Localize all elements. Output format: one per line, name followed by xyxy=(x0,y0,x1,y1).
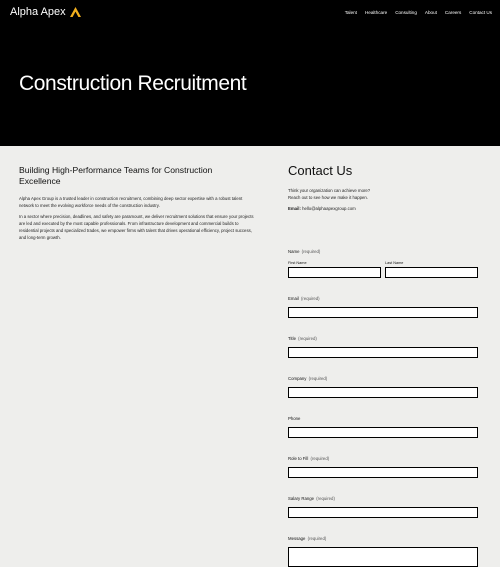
role-label-text: Role to Fill xyxy=(288,456,309,461)
phone-field-group xyxy=(288,407,478,438)
role-field-group xyxy=(288,447,478,478)
hero-banner xyxy=(0,0,500,146)
salary-label-text: Salary Range xyxy=(288,496,315,501)
required-marker: (required) xyxy=(300,296,320,301)
contact-section xyxy=(288,163,478,211)
nav-talent[interactable]: Talent xyxy=(344,10,357,15)
email-link[interactable]: hello@alphaapexgroup.com xyxy=(302,206,356,212)
required-marker: (required) xyxy=(298,336,317,341)
section-heading: Building High-Performance Teams for Construction Excellence xyxy=(19,165,213,186)
first-name-input[interactable] xyxy=(288,267,381,278)
email-label: Email: xyxy=(288,206,301,212)
title-label xyxy=(288,336,317,341)
phone-input[interactable] xyxy=(288,427,478,438)
message-field-group xyxy=(288,527,478,567)
intro-section xyxy=(19,165,254,246)
title-input[interactable] xyxy=(288,347,478,358)
email-field-label-text: Email xyxy=(288,296,299,301)
intro-paragraph: Alpha Apex Group is a trusted leader in construction recruitment, combining deep sector expertise with a robust talent network to meet the evolving workforce needs of the construction industry. xyxy=(19,196,243,208)
role-label xyxy=(288,456,329,461)
brand-logo[interactable] xyxy=(10,6,81,18)
name-field-group xyxy=(288,240,478,278)
contact-heading: Contact Us xyxy=(288,163,353,178)
phone-label: Phone xyxy=(288,416,301,421)
message-textarea[interactable] xyxy=(288,547,478,567)
brand-name: Alpha Apex xyxy=(10,6,66,18)
required-marker: (required) xyxy=(316,496,335,501)
nav-consulting[interactable]: Consulting xyxy=(395,10,417,15)
message-label-text: Message xyxy=(288,536,306,541)
company-input[interactable] xyxy=(288,387,478,398)
role-input[interactable] xyxy=(288,467,478,478)
salary-field-group xyxy=(288,487,478,518)
title-label-text: Title xyxy=(288,336,296,341)
page-title: Construction Recruitment xyxy=(19,72,247,95)
required-marker: (required) xyxy=(310,456,330,461)
message-label xyxy=(288,536,326,541)
main-nav xyxy=(345,10,492,15)
name-label xyxy=(288,249,320,254)
company-field-group xyxy=(288,367,478,398)
salary-input[interactable] xyxy=(288,507,478,518)
email-field-group xyxy=(288,287,478,318)
company-label xyxy=(288,376,327,381)
nav-contact-us[interactable]: Contact Us xyxy=(469,10,492,15)
company-label-text: Company xyxy=(288,376,307,381)
salary-label xyxy=(288,496,335,501)
contact-intro-line-2: Reach out to see how we make it happen. xyxy=(288,194,369,200)
required-marker: (required) xyxy=(307,536,327,541)
first-name-label: First Name xyxy=(288,261,307,265)
last-name-input[interactable] xyxy=(385,267,478,278)
nav-about[interactable]: About xyxy=(424,10,437,15)
name-label-text: Name xyxy=(288,249,300,254)
required-marker: (required) xyxy=(308,376,328,381)
detail-paragraph: In a sector where precision, deadlines, and safety are paramount, we deliver recruitment solutions that ensure your projects are led and executed by the most capable professionals. From infrastructure development and commercial builds to residential projects and specialized trades, we empower firms with talent that drives operational efficiency, project success, and long-term growth. xyxy=(19,214,254,240)
email-field-label xyxy=(288,296,320,301)
email-input[interactable] xyxy=(288,307,478,318)
contact-intro-line-1: Think your organization can achieve more? xyxy=(288,188,371,193)
triangle-logo-icon xyxy=(70,7,81,17)
nav-healthcare[interactable]: Healthcare xyxy=(364,10,388,15)
contact-form xyxy=(288,240,478,567)
title-field-group xyxy=(288,327,478,358)
required-marker: (required) xyxy=(301,249,321,254)
last-name-label: Last Name xyxy=(385,261,404,265)
nav-careers[interactable]: Careers xyxy=(444,10,462,15)
contact-email-line xyxy=(288,206,478,211)
